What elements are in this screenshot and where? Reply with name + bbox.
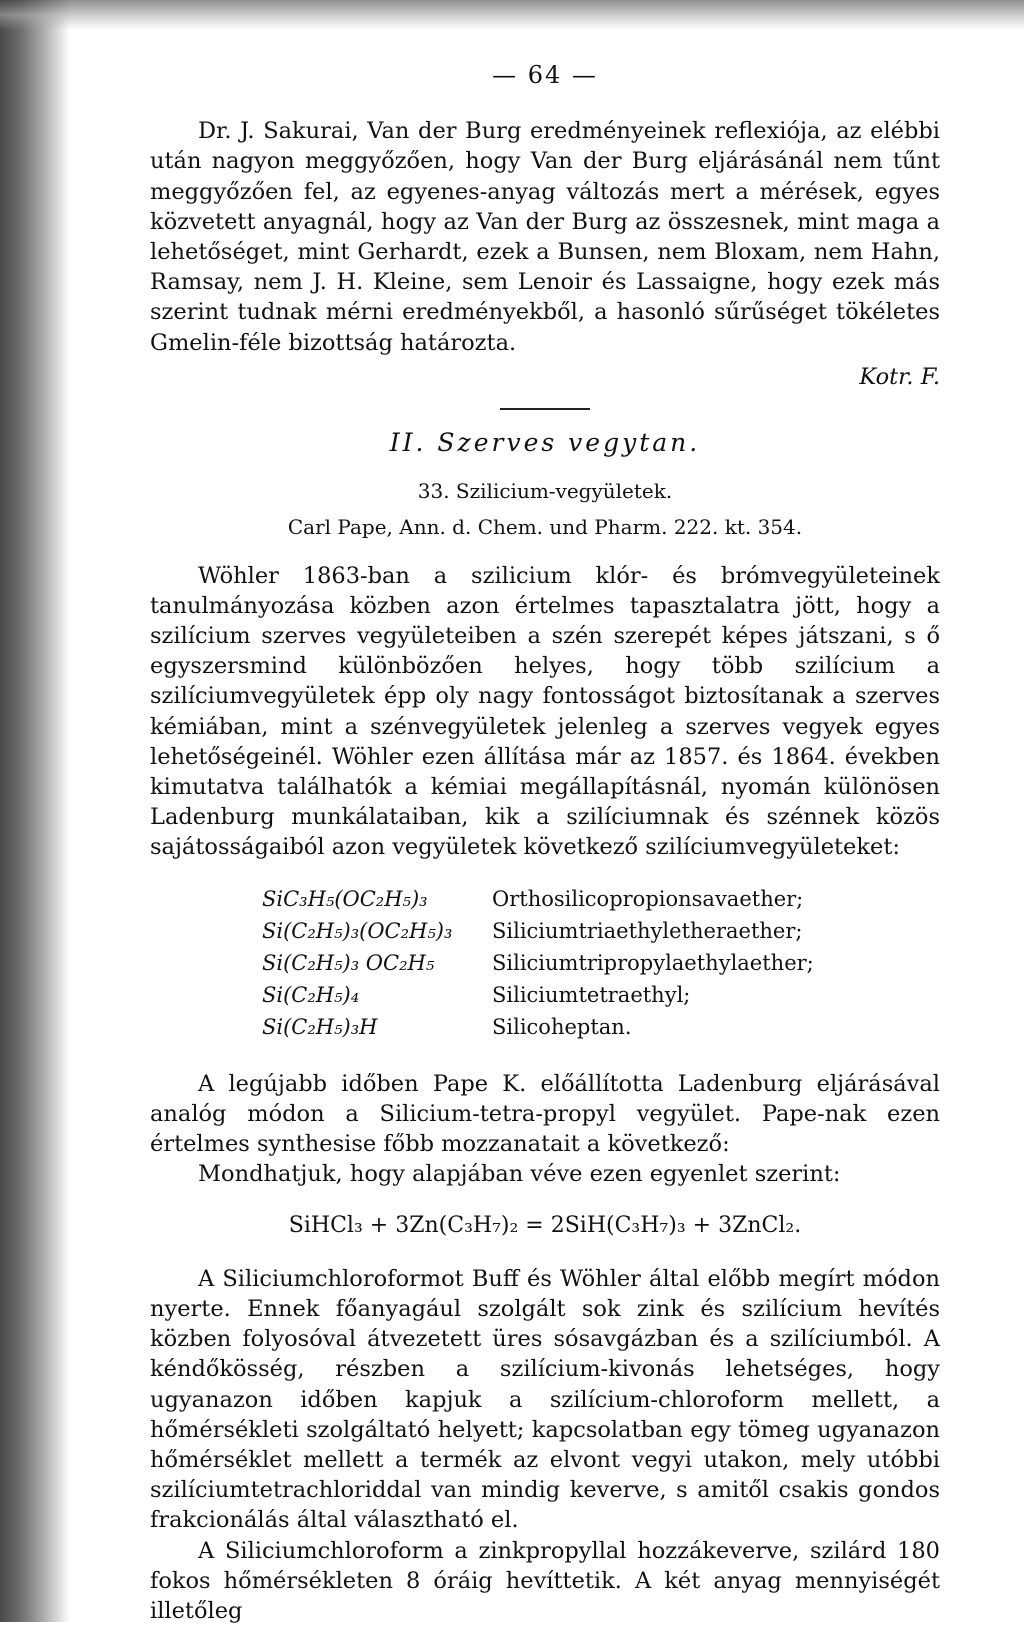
formula-name: Siliciumtriaethyletheraether; — [492, 918, 803, 943]
formula-row — [262, 947, 814, 979]
scan-top-shadow — [0, 0, 1024, 30]
page-number: — 64 — — [492, 61, 598, 89]
chemical-equation: SiHCl₃ + 3Zn(C₃H₇)₂ = 2SiH(C₃H₇)₃ + 3ZnCl₂. — [288, 1213, 802, 1239]
formula: Si(C₂H₅)₃ OC₂H₅ — [262, 950, 435, 975]
formula: Si(C₂H₅)₄ — [262, 982, 360, 1007]
intro-paragraph: Dr. J. Sakurai, Van der Burg eredményeinek reflexiója, az elébbi után nagyon meggyőzően, hogy Van der Burg eljárásánál nem tűnt meggyőzően fel, az egyenes-anyag változás mert a mérések, egyes közvetett anyagnál, hogy az Van der Burg az összesnek, mint maga a lehetőséget, mint Gerhardt, ezek a Bunsen, nem Bloxam, nem Hahn, Ramsay, nem J. H. Kleine, sem Lenoir és Lassaigne, hogy ezek más szerint tudnak mérni eredményekből, a hasonló sűrűséget tökéletes Gmelin-féle bizottság határozta. — [150, 118, 940, 356]
citation: Carl Pape, Ann. d. Chem. und Pharm. 222. kt. 354. — [287, 515, 803, 540]
scan-edge-shadow — [0, 0, 70, 1622]
formula-name: Silicoheptan. — [492, 1014, 632, 1039]
section-title: II. Szerves vegytan. — [389, 428, 701, 458]
section-divider — [500, 408, 590, 410]
formula-name: Siliciumtetraethyl; — [492, 982, 691, 1007]
subsection-title: 33. Szilicium-vegyületek. — [417, 479, 673, 504]
formula-row — [262, 979, 814, 1011]
paragraph-after-formulas: A legújabb időben Pape K. előállította Ladenburg eljárásával analóg módon a Silicium-tetra-propyl vegyület. Pape-nak ezen értelmes synthesise főbb mozzanatait a következő: — [150, 1070, 940, 1158]
formula-name: Orthosilicopropionsavaether; — [492, 886, 804, 911]
reaction-intro: Mondhatjuk, hogy alapjában véve ezen egyenlet szerint: — [198, 1161, 841, 1188]
formula-row — [262, 883, 814, 915]
final-paragraph-2: A Siliciumchloroform a zinkpropyllal hozzákeverve, szilárd 180 fokos hőmérsékleten 8 óráig hevíttetik. A két anyag mennyiségét illetőleg — [150, 1537, 940, 1624]
page-content — [150, 60, 940, 1626]
formula: Si(C₂H₅)₃(OC₂H₅)₃ — [262, 918, 453, 943]
main-paragraph: Wöhler 1863-ban a szilicium klór- és brómvegyületeinek tanulmányozása közben azon értelmes tapasztalatra jött, hogy a szilícium szerves vegyületeiben a szén szerepét képes játszani, s ő egyszersmind különbözően helyes, hogy több szilícium a szilíciumvegyületek épp oly nagy fontosságot biztosítanak a szerves kémiában, mint a szénvegyületek jelenleg a szerves vegyek egyes lehetőségeinél. Wöhler ezen állítása már az 1857. és 1864. években kimutatva találhatók a kémiai megállapításnál, nyomán különösen Ladenburg munkálataiban, kik a szilíciumnak és szénnek közös sajátosságaiból azon vegyületek következő szilíciumvegyületeket: — [150, 562, 940, 861]
formula-name: Siliciumtripropylaethylaether; — [492, 950, 814, 975]
signature: Kotr. F. — [859, 363, 940, 390]
formula-row — [262, 915, 814, 947]
formula-row — [262, 1011, 814, 1043]
formula-list — [262, 883, 814, 1043]
formula: Si(C₂H₅)₃H — [262, 1014, 378, 1039]
formula: SiC₃H₅(OC₂H₅)₃ — [262, 886, 428, 911]
final-paragraph-1: A Siliciumchloroformot Buff és Wöhler által előbb megírt módon nyerte. Ennek főanyagául szolgált sok zink és szilícium hevítés közben folyosóval átvezetett üres sósavgázban és a szilíciumból. A kéndőkösség, részben a szilícium-kivonás lehetséges, hogy ugyanazon időben kapjuk a szilícium-chloroform mellett, a hőmérsékleti szolgáltató helyett; kapcsolatban egy tömeg ugyanazon hőmérséklet mellett a termék az elvont vegyi utakon, mely utóbbi szilíciumtetrachloriddal van mindig keverve, s amitől csakis gondos frakcionálás által választható el. — [150, 1265, 940, 1534]
